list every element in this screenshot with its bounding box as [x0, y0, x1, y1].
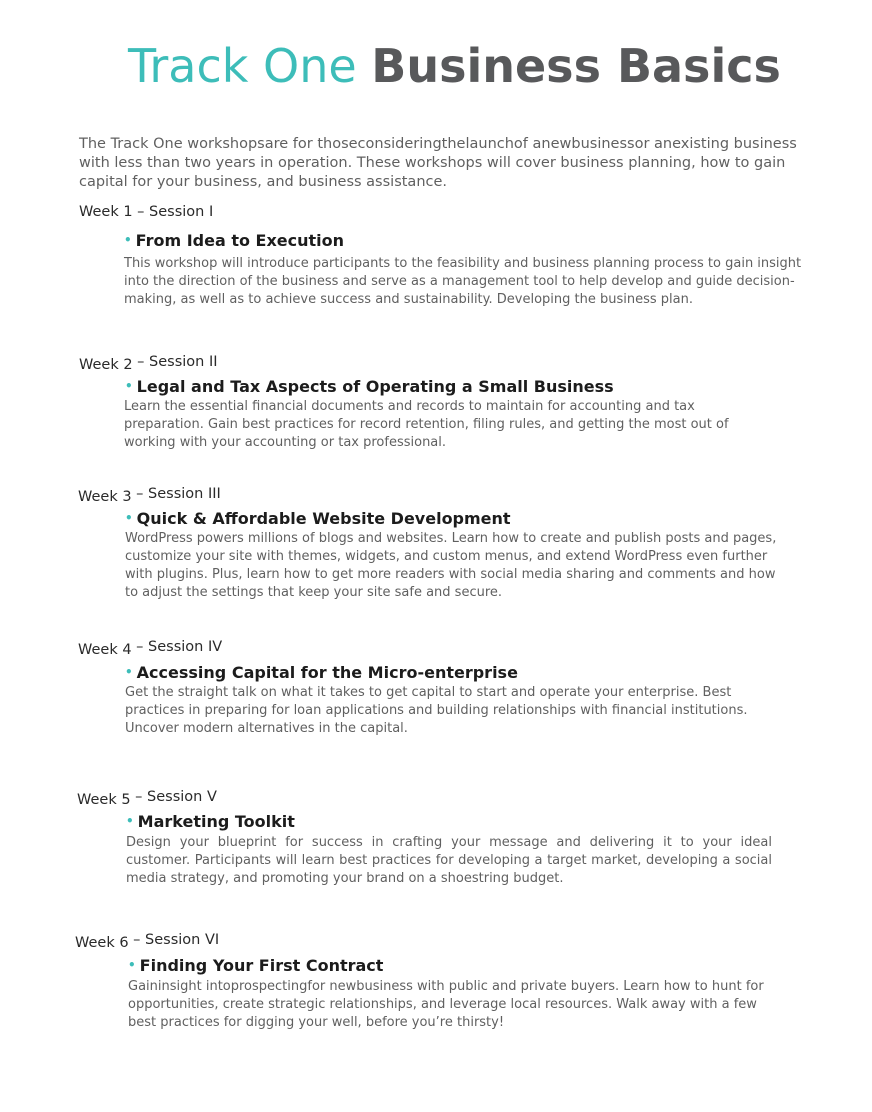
week-number: Week 4	[78, 642, 132, 658]
session-heading-1	[124, 231, 344, 250]
week-number: Week 2	[79, 357, 133, 373]
session-heading-3	[125, 509, 511, 528]
week-number: Week 3	[78, 489, 132, 505]
session-description-4: Get the straight talk on what it takes to get capital to start and operate your enterprise. Best practices in preparing for loan applications and building relationships with financial institutions. Uncover modern alternatives in the capital.	[125, 685, 748, 736]
session-number: – Session II	[132, 354, 218, 370]
week-label-3	[78, 486, 221, 505]
session-description-2: Learn the essential financial documents and records to maintain for accounting and tax preparation. Gain best practices for record retention, filing rules, and getting the most out of working with your accounting or tax professional.	[124, 399, 729, 450]
session-description-3: WordPress powers millions of blogs and websites. Learn how to create and publish posts and pages, customize your site with themes, widgets, and custom menus, and extend WordPress even further with plugins. Plus, learn how to get more readers with social media sharing and comments and how to adjust the settings that keep your site safe and secure.	[125, 531, 777, 600]
title-business-basics: Business Basics	[371, 39, 781, 93]
bullet-icon: •	[125, 665, 133, 679]
week-number: Week 5	[77, 792, 131, 808]
session-description-1: This workshop will introduce participants to the feasibility and business planning process to gain insight into the direction of the business and serve as a management tool to help develop and guide decision-making, as well as to achieve success and sustainability. Developing the business plan.	[124, 256, 802, 307]
week-label-1	[79, 204, 213, 220]
session-title: Legal and Tax Aspects of Operating a Small Business	[136, 377, 614, 396]
session-heading-6	[128, 956, 383, 975]
session-title: From Idea to Execution	[135, 231, 345, 250]
bullet-icon: •	[125, 379, 133, 393]
session-number: – Session IV	[131, 639, 223, 655]
page-title	[128, 38, 781, 94]
session-heading-2	[125, 377, 614, 396]
week-label-2	[79, 354, 218, 373]
session-number: – Session VI	[128, 932, 220, 948]
week-number: Week 1	[79, 204, 133, 220]
bullet-icon: •	[128, 958, 136, 972]
intro-paragraph: The Track One workshopsare for thoseconsideringthelaunchof anewbusinessor anexisting business with less than two years in operation. These workshops will cover business planning, how to gain capital for your business, and business assistance.	[79, 136, 797, 190]
week-number: Week 6	[75, 935, 129, 951]
session-title: Marketing Toolkit	[137, 812, 295, 831]
bullet-icon: •	[125, 511, 133, 525]
session-title: Accessing Capital for the Micro-enterprise	[136, 663, 518, 682]
bullet-icon: •	[126, 814, 134, 828]
session-number: – Session I	[132, 204, 214, 220]
session-heading-5	[126, 812, 295, 831]
session-description-6: Gaininsight intoprospectingfor newbusiness with public and private buyers. Learn how to hunt for opportunities, create strategic relationships, and leverage local resources. Walk away with a few best practices for digging your well, before you’re thirsty!	[128, 979, 764, 1030]
session-number: – Session V	[130, 789, 217, 805]
bullet-icon: •	[124, 233, 132, 247]
session-number: – Session III	[131, 486, 221, 502]
session-title: Finding Your First Contract	[139, 956, 384, 975]
session-description-5: Design your blueprint for success in crafting your message and delivering it to your ideal customer. Participants will learn best practices for developing a target market, developing a social media strategy, and promoting your brand on a shoestring budget.	[126, 835, 772, 886]
session-heading-4	[125, 663, 518, 682]
week-label-6	[75, 932, 220, 951]
session-title: Quick & Affordable Website Development	[136, 509, 511, 528]
week-label-4	[78, 639, 223, 658]
week-label-5	[77, 789, 217, 808]
title-track-one: Track One	[128, 39, 357, 93]
